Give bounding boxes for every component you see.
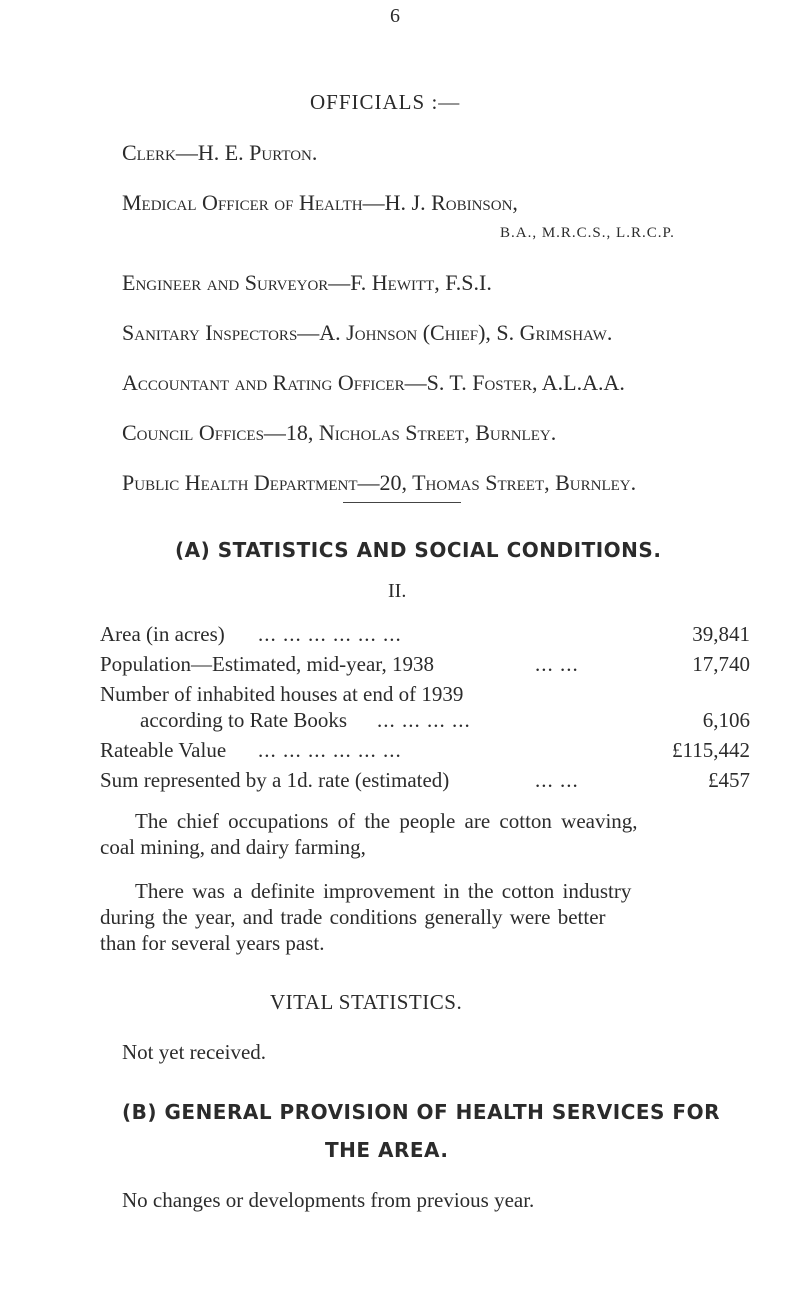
stat-label-area: Area (in acres) [100, 622, 225, 646]
stat-leader-area: ... ... ... ... ... ... [258, 622, 402, 646]
occupations-paragraph-line2: coal mining, and dairy farming, [100, 835, 366, 859]
stat-leader-rateable-value: ... ... ... ... ... ... [258, 738, 402, 762]
stat-value-rateable-value: £115,442 [672, 738, 750, 762]
official-engineer: Engineer and Surveyor—F. Hewitt, F.S.I. [122, 270, 492, 295]
council-offices: Council Offices—18, Nicholas Street, Burnley. [122, 420, 557, 445]
public-health-department: Public Health Department—20, Thomas Street, Burnley. [122, 470, 637, 495]
section-b-heading-line2: THE AREA. [325, 1138, 449, 1162]
stat-value-population: 17,740 [692, 652, 750, 676]
stat-label-houses-line1: Number of inhabited houses at end of 1939 [100, 682, 464, 706]
section-b-heading-line1: (B) GENERAL PROVISION OF HEALTH SERVICES FOR [122, 1100, 720, 1124]
industry-paragraph-line3: than for several years past. [100, 931, 325, 955]
official-accountant: Accountant and Rating Officer—S. T. Foster, A.L.A.A. [122, 370, 625, 395]
stat-value-houses: 6,106 [702, 708, 750, 732]
stat-label-penny-rate: Sum represented by a 1d. rate (estimated) [100, 768, 450, 792]
officials-heading: OFFICIALS :— [310, 90, 461, 114]
industry-paragraph-line1: There was a definite improvement in the cotton industry [135, 879, 632, 903]
official-moh-qualifications: B.A., M.R.C.S., L.R.C.P. [500, 225, 675, 241]
stat-label-population: Population—Estimated, mid-year, 1938 [100, 652, 434, 676]
page-number: 6 [390, 5, 400, 27]
official-moh: Medical Officer of Health—H. J. Robinson, [122, 190, 518, 215]
occupations-paragraph-line1: The chief occupations of the people are cotton weaving, [135, 809, 638, 833]
industry-paragraph-line2: during the year, and trade conditions generally were better [100, 905, 606, 929]
section-a-heading: (A) STATISTICS AND SOCIAL CONDITIONS. [175, 538, 662, 562]
section-b-text: No changes or developments from previous year. [122, 1188, 535, 1212]
section-a-subheading: II. [388, 580, 407, 602]
stat-value-penny-rate: £457 [708, 768, 750, 792]
stat-label-rateable-value: Rateable Value [100, 738, 227, 762]
stat-leader-houses: ... ... ... ... [377, 708, 471, 732]
official-sanitary-inspectors: Sanitary Inspectors—A. Johnson (Chief), S. Grimshaw. [122, 320, 613, 345]
stat-leader-penny-rate: ... ... [535, 768, 579, 792]
stat-label-houses: according to Rate Books [140, 708, 348, 732]
vital-statistics-text: Not yet received. [122, 1040, 267, 1064]
stat-value-area: 39,841 [692, 622, 750, 646]
stat-leader-population: ... ... [535, 652, 579, 676]
divider-rule [343, 502, 461, 503]
vital-statistics-heading: VITAL STATISTICS. [270, 990, 463, 1014]
official-clerk: Clerk—H. E. Purton. [122, 140, 318, 165]
